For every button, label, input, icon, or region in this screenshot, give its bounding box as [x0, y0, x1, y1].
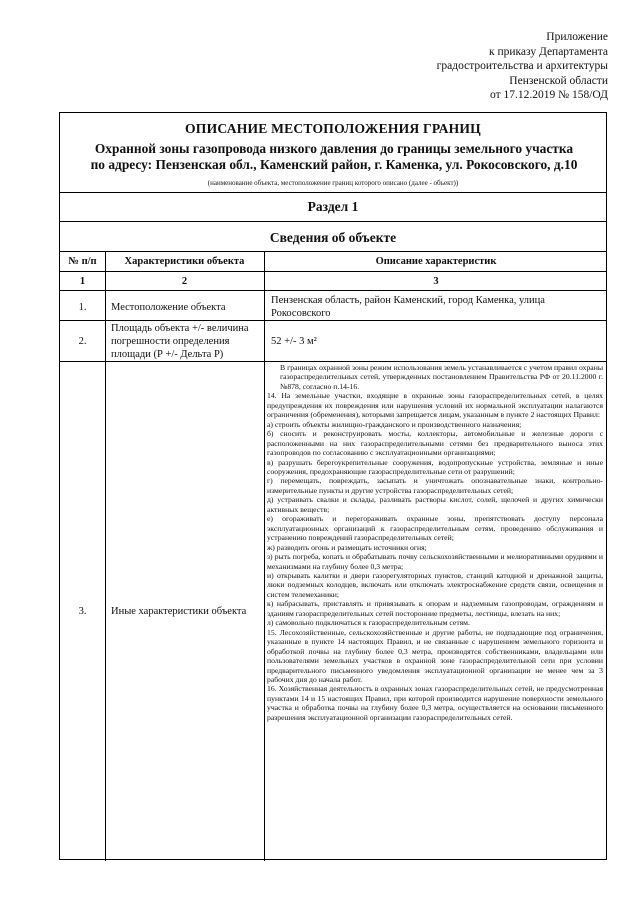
appendix-line: градостроительства и архитектуры	[436, 60, 608, 73]
divider	[60, 271, 606, 272]
rules-paragraph: в) разрушать берегоукрепительные сооружения, водопропускные устройства, земляные и иные сооружения, предохраняющие газораспределительные сети от разрушений;	[267, 457, 603, 476]
rules-paragraph: к) набрасывать, приставлять и привязывать к опорам и надземным газопроводам, ограждениям и зданиям газораспределительных сетей посторонние предметы, лестницы, влезать на них;	[267, 599, 603, 618]
section-title: Раздел 1	[307, 199, 359, 214]
row-characteristic: Площадь объекта +/- величина погрешности определения площади (Р +/- Дельта Р)	[111, 323, 249, 360]
appendix-block	[348, 30, 608, 103]
document-subject	[62, 141, 606, 173]
header-number-cell: 2	[181, 276, 188, 287]
header-cell-description: Описание характеристик	[375, 256, 497, 267]
row-characteristic: Иные характеристики объекта	[111, 606, 247, 617]
divider	[60, 192, 606, 193]
rules-paragraph: и) открывать калитки и двери газорегуляторных пунктов, станций катодной и дренажной защиты, люки подземных колодцев, включать или отключать электроснабжение средств связи, освещения и систем телемеханики;	[267, 570, 603, 599]
divider	[60, 290, 606, 291]
row-number: 2.	[78, 336, 87, 347]
rules-paragraph: д) устраивать свалки и склады, разливать растворы кислот, солей, щелочей и других химически активных веществ;	[267, 495, 603, 514]
document-subject-line: по адресу: Пензенская обл., Каменский район, г. Каменка, ул. Рокосовского, д.10	[90, 157, 578, 172]
rules-paragraph: 16. Хозяйственная деятельность в охранных зонах газораспределительных сетей, не предусмотренная пунктами 14 и 15 настоящих Правил, при которой производится нарушение поверхности земельного участка и обработка почвы на глубину более 0,3 метра, осуществляется на основании письменного разрешения эксплуатационной организации газораспределительных сетей.	[267, 684, 603, 722]
header-cell-characteristic: Характеристики объекта	[124, 256, 245, 267]
divider	[60, 361, 606, 362]
document-subject-line: Охранной зоны газопровода низкого давления до границы земельного участка	[94, 141, 574, 156]
rules-paragraph: з) рыть погреба, копать и обрабатывать почву сельскохозяйственными и мелиоративными орудиями и механизмами на глубину более 0,3 метра;	[267, 552, 603, 571]
header-cell-number: № п/п	[68, 256, 97, 267]
appendix-line: Приложение	[546, 31, 608, 43]
rules-paragraph: г) перемещать, повреждать, засыпать и уничтожать опознавательные знаки, контрольно-измерительные пункты и другие устройства газораспределительных сетей;	[267, 476, 603, 495]
column-divider	[264, 251, 265, 861]
divider	[60, 221, 606, 222]
rules-text	[267, 363, 603, 722]
row-number: 3.	[78, 606, 87, 617]
header-number-cell: 1	[79, 276, 86, 287]
appendix-line: Пензенской области	[509, 74, 608, 87]
row-description: 52 +/- 3 м²	[271, 336, 317, 347]
rules-paragraph: е) огораживать и перегораживать охранные зоны, препятствовать доступу персонала эксплуатационных организаций к газораспределительным сетям, проведению обслуживания и устранению повреждений газораспределительных сетей;	[267, 514, 603, 543]
document-frame	[59, 112, 607, 860]
document-title: ОПИСАНИЕ МЕСТОПОЛОЖЕНИЯ ГРАНИЦ	[185, 121, 481, 136]
appendix-line: от 17.12.2019 № 158/ОД	[490, 89, 608, 102]
rules-paragraph: а) строить объекты жилищно-гражданского и производственного назначения;	[267, 419, 522, 429]
header-number-cell: 3	[433, 276, 439, 287]
rules-paragraph: б) сносить и реконструировать мосты, коллекторы, автомобильные и железные дороги с расположенными на них газораспределительными сетями без предварительного выноса этих газопроводов по согласованию с эксплуатационными организациями;	[267, 429, 603, 458]
section-subtitle: Сведения об объекте	[269, 230, 397, 245]
column-divider	[105, 251, 106, 861]
divider	[60, 251, 606, 252]
rules-paragraph: 15. Лесохозяйственные, сельскохозяйственные и другие работы, не подпадающие под ограничения, указанные в пункте 14 настоящих Правил, и не связанные с нарушением земельного горизонта и обработкой почвы на глубину более 0,3 метра, производятся собственниками, владельцами или пользователями земельных участков в охранной зоне газораспределительной сети при условии предварительного письменного уведомления эксплуатационной организации не менее чем за 3 рабочих дня до начала работ.	[267, 627, 603, 684]
rules-paragraph: 14. На земельные участки, входящие в охранные зоны газораспределительных сетей, в целях предупреждения их повреждения или нарушения условий их нормальной эксплуатации налагаются ограничения (обременения), которыми запрещается лицам, указанным в пункте 2 настоящих Правил:	[267, 391, 603, 420]
row-characteristic: Местоположение объекта	[111, 302, 226, 313]
row-number: 1.	[78, 302, 87, 313]
row-description: Пензенская область, район Каменский, город Каменка, улица Рокосовского	[271, 295, 545, 319]
rules-paragraph: л) самовольно подключаться к газораспределительным сетям.	[267, 618, 470, 628]
divider	[60, 320, 606, 321]
rules-paragraph: В границах охранной зоны режим использования земель устанавливается с учетом правил охраны газораспределительных сетей, утвержденных постановлением Правительства РФ от 20.11.2000 г. №878, согласно п.14-16.	[280, 363, 603, 391]
subject-note: (наименование объекта, местоположение границ которого описано (далее - объект))	[207, 179, 459, 187]
appendix-line: к приказу Департамента	[489, 45, 608, 58]
rules-paragraph: ж) разводить огонь и размещать источники огня;	[267, 542, 427, 552]
